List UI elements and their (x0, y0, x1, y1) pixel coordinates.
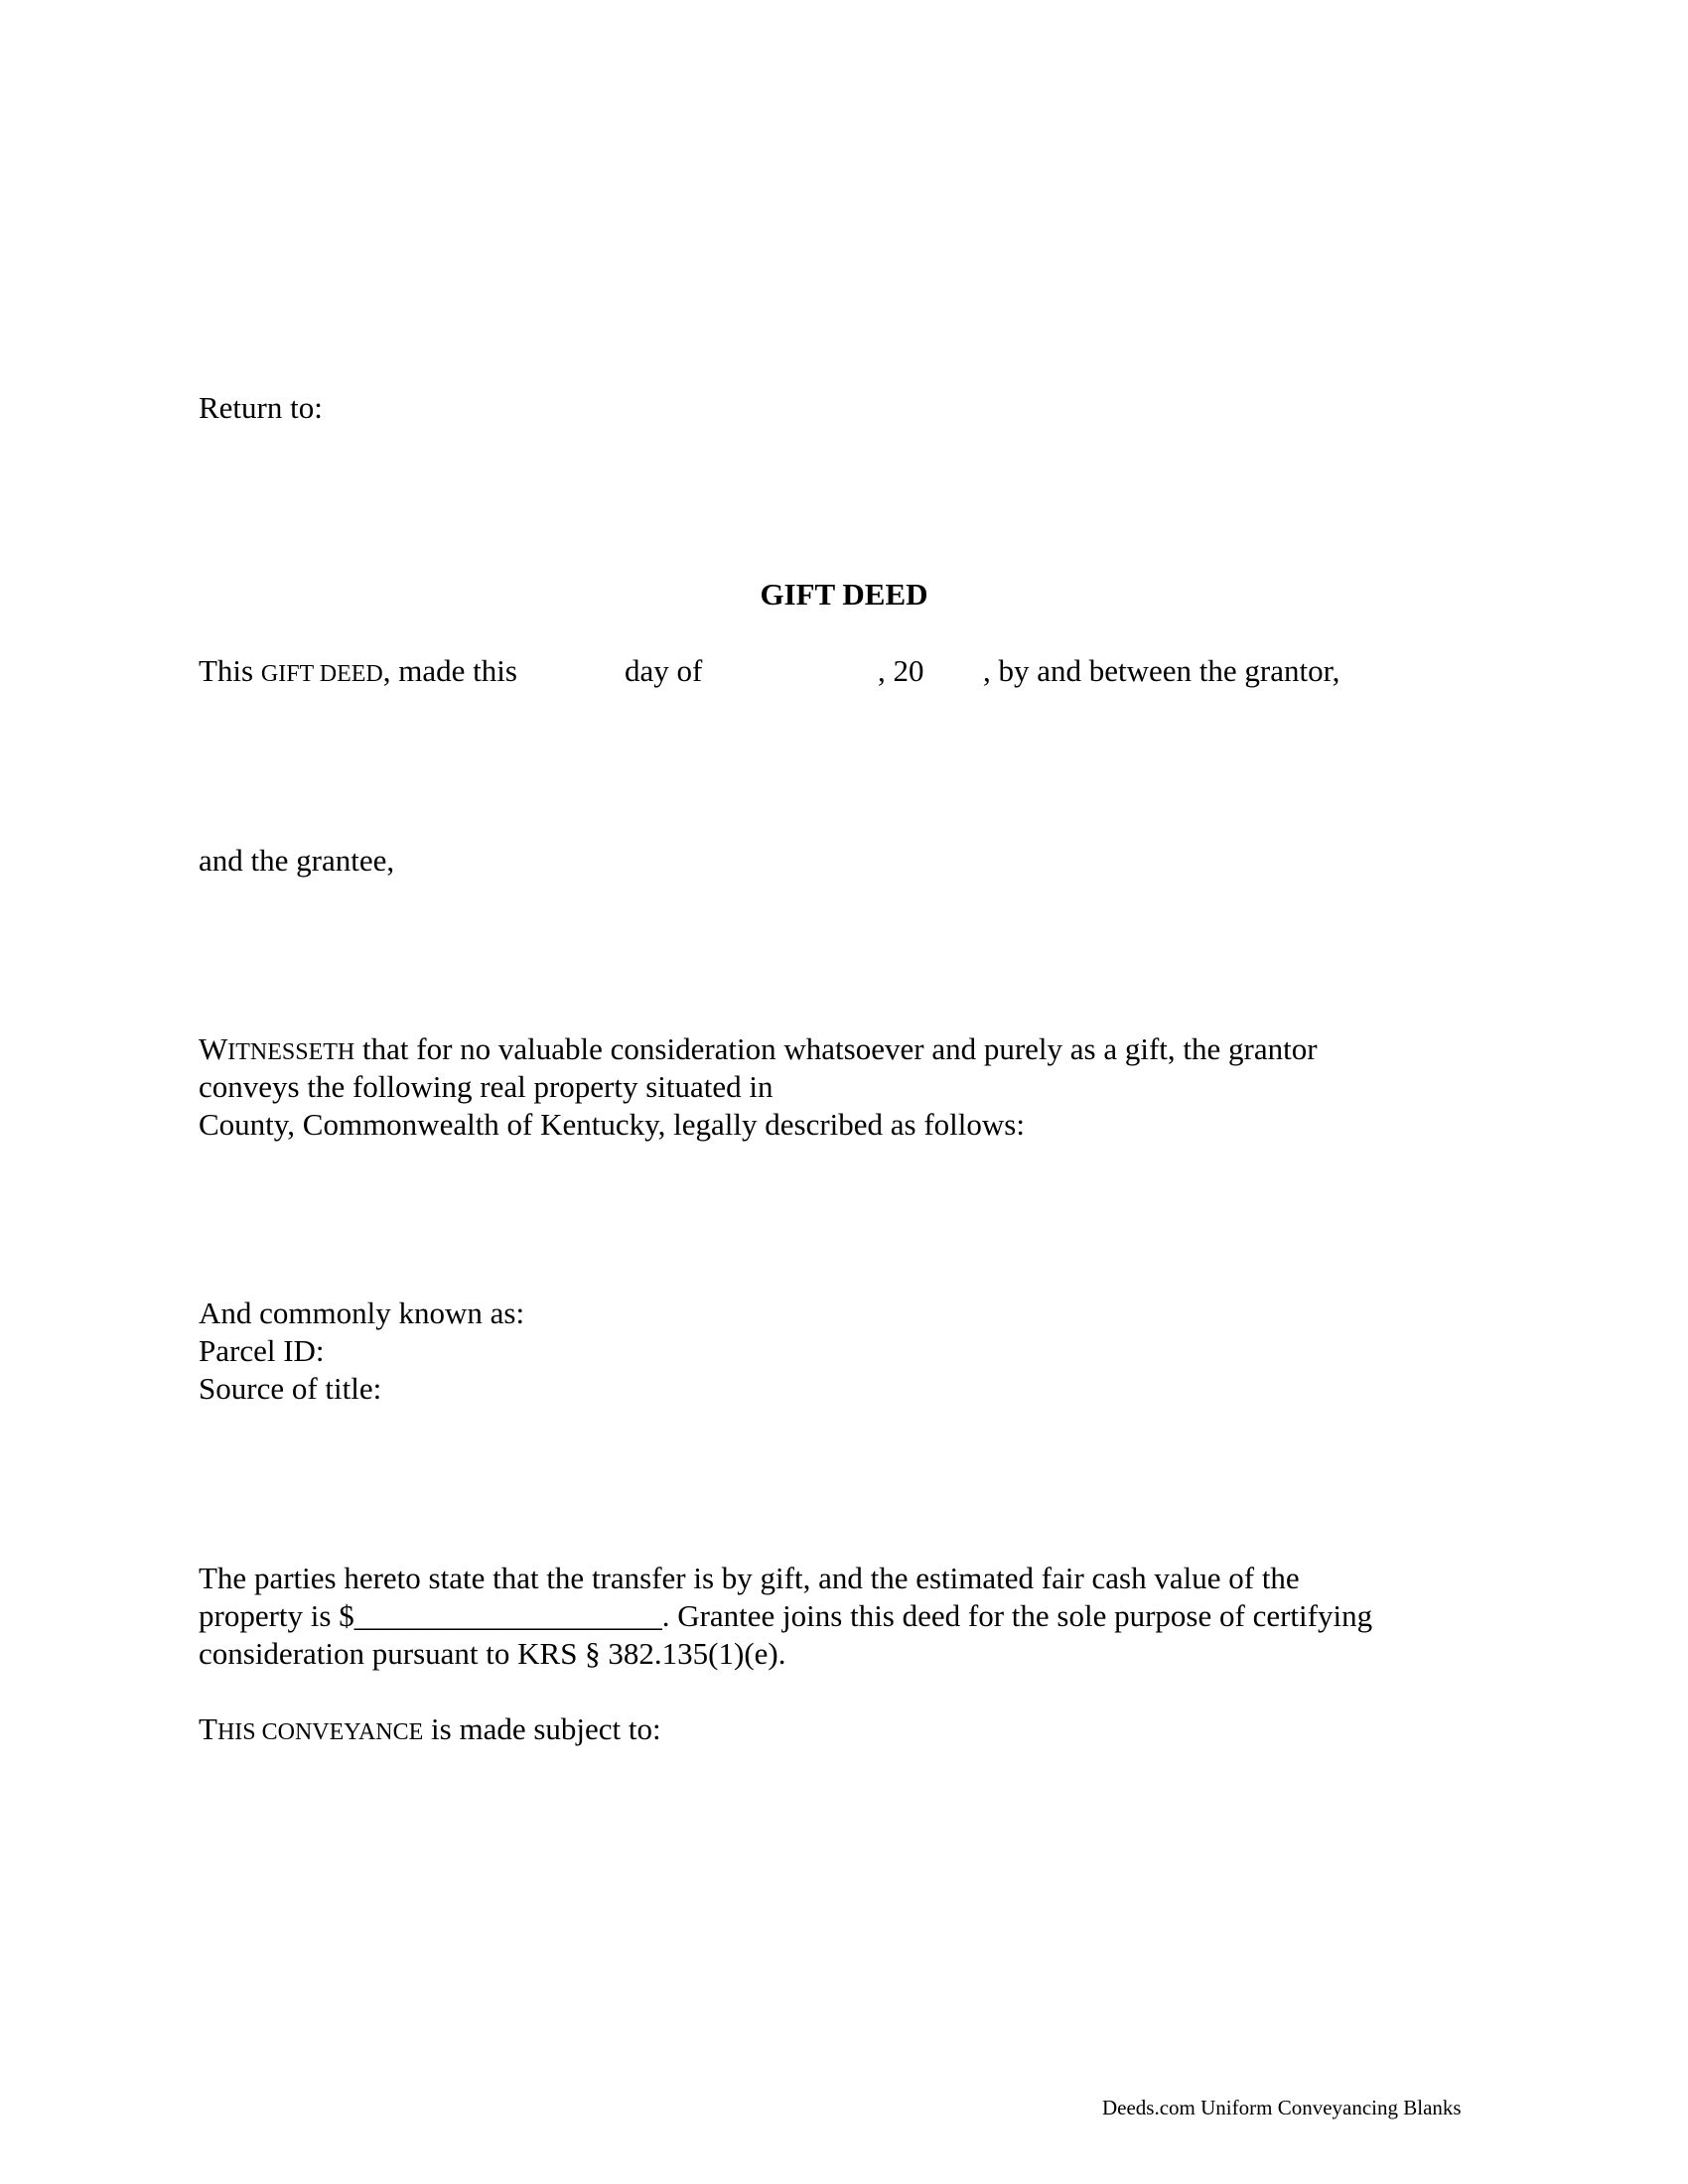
opening-this: This GIFT DEED, made this (199, 653, 517, 688)
consideration-line-1: The parties hereto state that the transfer is by gift, and the estimated fair cash value of the (199, 1561, 1300, 1595)
day-of-label: day of (625, 653, 703, 688)
witnesseth-line-2: conveys the following real property situated in (199, 1069, 774, 1104)
consideration-line-2: property is $____________________. Grantee joins this deed for the sole purpose of certifying (199, 1598, 1373, 1633)
document-title: GIFT DEED (760, 577, 928, 612)
footer-text: Deeds.com Uniform Conveyancing Blanks (1102, 2096, 1462, 2119)
between-grantor: , by and between the grantor, (983, 653, 1340, 688)
consideration-line-3: consideration pursuant to KRS § 382.135(1)(e). (199, 1636, 786, 1671)
witnesseth-line-1: WITNESSETH that for no valuable consideration whatsoever and purely as a gift, the grantor (199, 1031, 1318, 1066)
conveyance-line: THIS CONVEYANCE is made subject to: (199, 1711, 661, 1746)
grantee-label: and the grantee, (199, 843, 395, 878)
commonly-known-label: And commonly known as: (199, 1296, 525, 1330)
return-to-label: Return to: (199, 390, 323, 425)
parcel-id-label: Parcel ID: (199, 1333, 325, 1368)
year-prefix: , 20 (878, 653, 924, 688)
witnesseth-line-3: County, Commonwealth of Kentucky, legally described as follows: (199, 1107, 1025, 1142)
source-of-title-label: Source of title: (199, 1371, 382, 1406)
gift-deed-smallcaps: GIFT DEED (260, 661, 383, 687)
